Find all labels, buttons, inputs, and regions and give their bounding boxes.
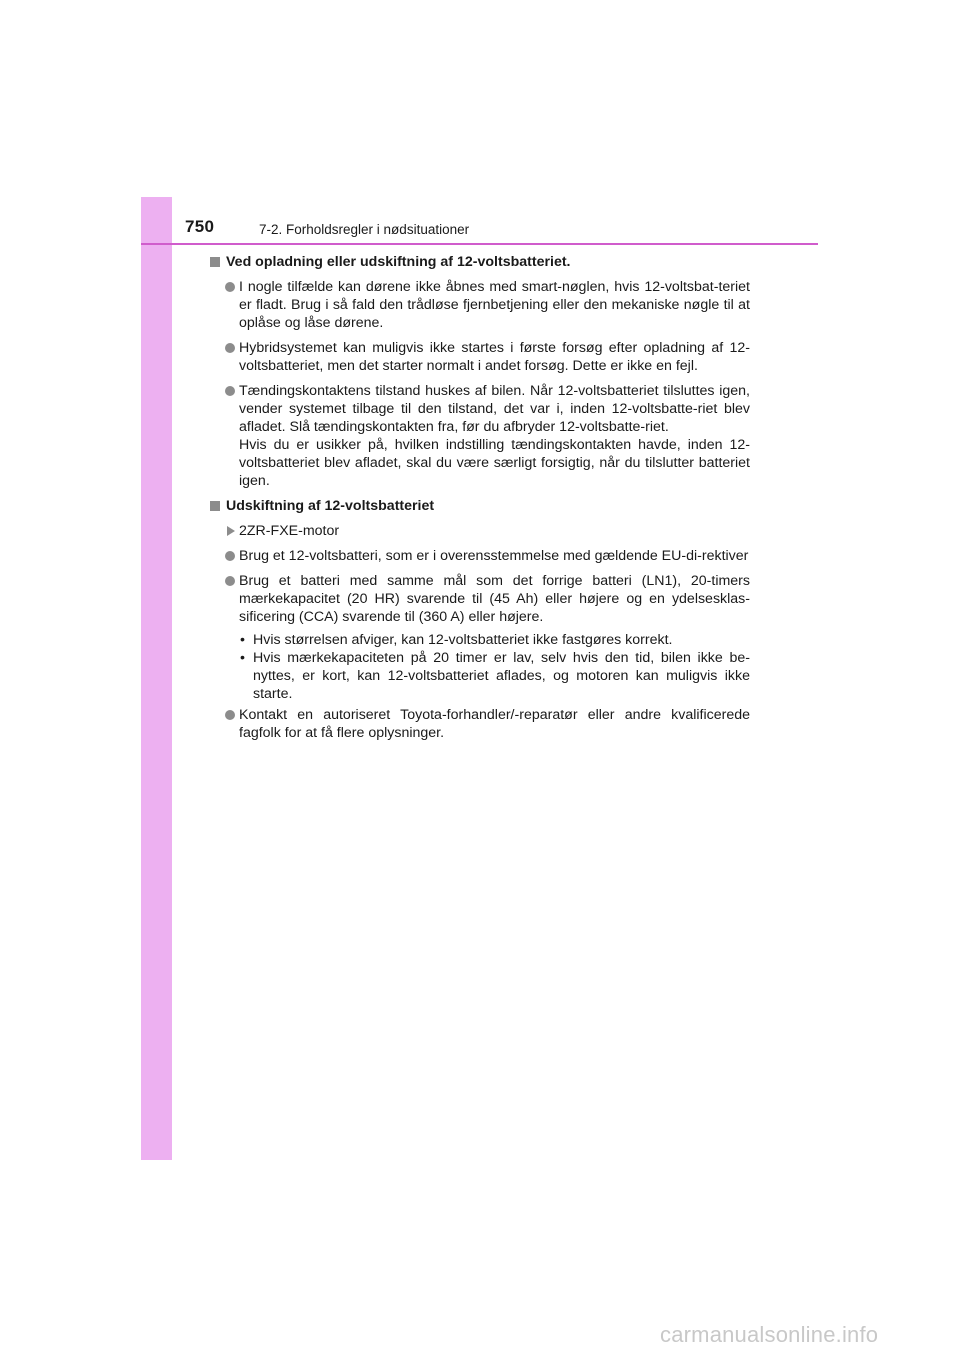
list-item	[210, 339, 750, 375]
sub-list-item	[210, 649, 750, 703]
sub-list-item-text: Hvis størrelsen afviger, kan 12-voltsbatteriet ikke fastgøres korrekt.	[253, 632, 673, 648]
circle-bullet-icon	[225, 551, 235, 561]
list-item	[210, 278, 750, 332]
dot-bullet-icon: •	[240, 632, 245, 648]
circle-bullet-icon	[225, 343, 235, 353]
engine-variant-text: 2ZR-FXE-motor	[239, 523, 340, 539]
watermark: carmanualsonline.info	[660, 1322, 879, 1347]
circle-bullet-icon	[225, 386, 235, 396]
circle-bullet-icon	[225, 710, 235, 720]
engine-variant-label	[210, 522, 750, 540]
sub-list	[210, 631, 750, 703]
list-item-text: Hybridsystemet kan muligvis ikke startes i første forsøg efter opladning af 12-voltsbatteriet, men det starter normalt i andet forsøg. Dette er ikke en fejl.	[239, 340, 750, 374]
list-item-text: Tændingskontaktens tilstand huskes af bilen. Når 12-voltsbatteriet tilsluttes igen, vender systemet tilbage til den tilstand, det var i, inden 12-voltsbatte-riet blev afladet. Slå tændingskontakten fra, før du afbryder 12-voltsbatte-riet.	[239, 383, 750, 435]
section-title: 7-2. Forholdsregler i nødsituationer	[259, 222, 470, 237]
list-item	[210, 547, 750, 565]
sub-list-item	[210, 631, 750, 649]
header-divider	[141, 243, 818, 245]
chapter-tab-sidebar	[141, 197, 172, 1160]
square-bullet-icon	[210, 501, 220, 511]
circle-bullet-icon	[225, 282, 235, 292]
subheading-text: Udskiftning af 12-voltsbatteriet	[226, 498, 435, 514]
triangle-arrow-icon	[227, 526, 235, 536]
list-item-text: Brug et 12-voltsbatteri, som er i overensstemmelse med gældende EU-di-rektiver	[239, 548, 749, 564]
page-number: 750	[185, 217, 215, 236]
page-content	[210, 253, 750, 749]
list-item-text: Kontakt en autoriseret Toyota-forhandler/-reparatør eller andre kvalificerede fagfolk for at få flere oplysninger.	[239, 707, 750, 741]
list-item-text: Brug et batteri med samme mål som det forrige batteri (LN1), 20-timers mærkekapacitet (20 HR) svarende til (45 Ah) eller højere og en ydelsesklas-sificering (CCA) svarende til (360 A) eller højere.	[239, 573, 750, 625]
list-item	[210, 706, 750, 742]
sub-list-item-text: Hvis mærkekapaciteten på 20 timer er lav, selv hvis den tid, bilen ikke be-nyttes, er kort, kan 12-voltsbatteriet aflades, og motoren kan muligvis ikke starte.	[253, 650, 750, 702]
subheading-charging	[210, 253, 750, 271]
list-item-text: I nogle tilfælde kan dørene ikke åbnes med smart-nøglen, hvis 12-voltsbat-teriet er fladt. Brug i så fald den trådløse fjernbetjening eller den mekaniske nøgle til at oplåse og låse dørene.	[239, 279, 750, 331]
subheading-replacement	[210, 497, 750, 515]
list-item	[210, 572, 750, 626]
list-item-text-continued: Hvis du er usikker på, hvilken indstilling tændingskontakten havde, inden 12-voltsbatteriet blev afladet, skal du være særligt forsigtig, når du tilslutter batteriet igen.	[239, 437, 750, 489]
circle-bullet-icon	[225, 576, 235, 586]
subheading-text: Ved opladning eller udskiftning af 12-voltsbatteriet.	[226, 254, 571, 270]
square-bullet-icon	[210, 257, 220, 267]
list-item	[210, 382, 750, 490]
dot-bullet-icon: •	[240, 650, 245, 666]
